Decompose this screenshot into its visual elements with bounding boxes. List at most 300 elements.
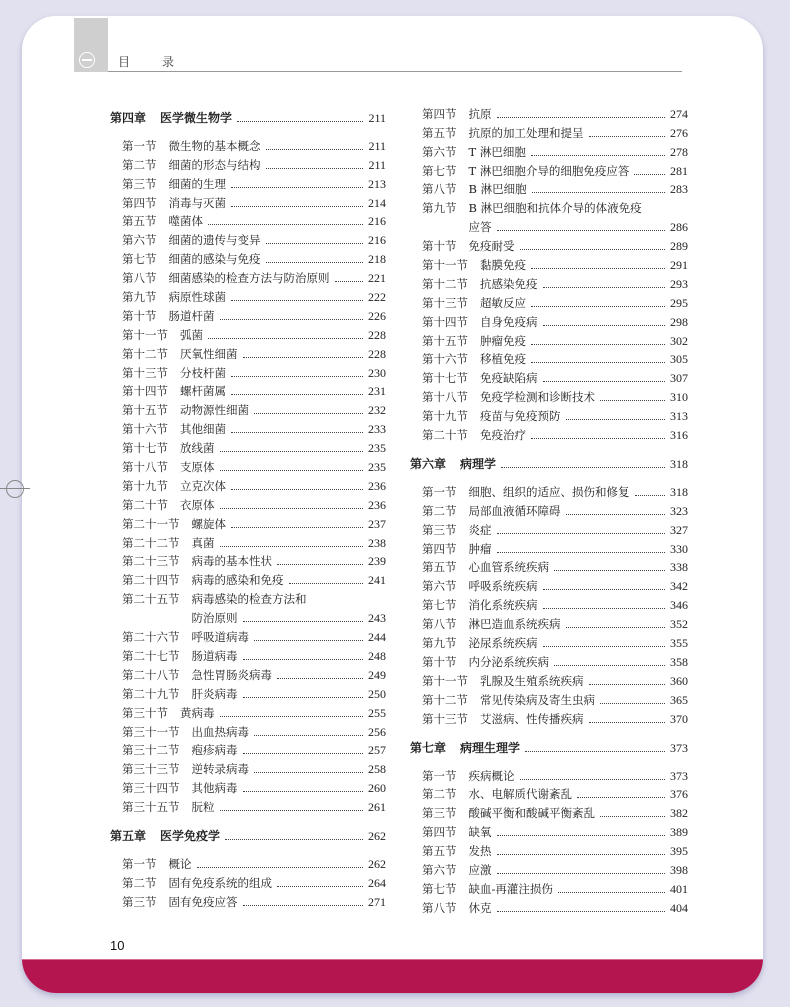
page-ref: 249 xyxy=(368,667,386,682)
toc-section xyxy=(110,248,386,267)
page-ref: 342 xyxy=(670,579,688,594)
toc-chapter xyxy=(110,825,386,844)
section-label: 第五节 xyxy=(422,560,457,575)
section-label: 第二十节 xyxy=(422,428,468,443)
section-label: 第四节 xyxy=(122,195,157,210)
section-label: 第一节 xyxy=(422,768,457,783)
toc-section xyxy=(110,154,386,173)
page-title: 目 录 xyxy=(118,55,185,69)
dot-leader xyxy=(220,451,364,452)
section-title: 肝炎病毒 xyxy=(191,686,238,701)
dot-leader xyxy=(543,287,666,288)
dot-leader xyxy=(243,697,364,698)
section-title: 肿瘤免疫 xyxy=(480,333,526,348)
page-ref: 274 xyxy=(670,106,688,121)
chapter-title: 病理生理学 xyxy=(460,740,521,755)
section-label: 第十四节 xyxy=(122,384,168,399)
page-ref: 283 xyxy=(670,182,688,197)
toc-chapter xyxy=(410,737,688,756)
dot-leader xyxy=(543,646,666,647)
section-label: 第十六节 xyxy=(122,422,168,437)
dot-leader xyxy=(600,400,665,401)
book-page xyxy=(22,16,763,993)
toc-section xyxy=(410,613,688,632)
toc-section xyxy=(110,437,386,456)
section-label: 第二十节 xyxy=(122,497,168,512)
section-label: 第五节 xyxy=(422,125,457,140)
dot-leader xyxy=(634,174,665,175)
page-ref: 230 xyxy=(368,365,386,380)
toc-section xyxy=(410,405,688,424)
dot-leader xyxy=(600,703,665,704)
page-ref: 237 xyxy=(368,516,386,531)
toc-section-continued xyxy=(110,607,386,626)
section-title: 呼吸系统疾病 xyxy=(468,579,538,594)
section-title: 分枝杆菌 xyxy=(180,365,226,380)
section-label: 第十二节 xyxy=(122,346,168,361)
section-title: 固有免疫系统的组成 xyxy=(168,875,272,890)
toc-right-column xyxy=(410,103,688,916)
section-title: 细胞、组织的适应、损伤和修复 xyxy=(468,484,630,499)
page-ref: 370 xyxy=(670,711,688,726)
page-ref: 302 xyxy=(670,333,688,348)
section-label: 第十七节 xyxy=(122,441,168,456)
page-ref: 398 xyxy=(670,862,688,877)
page-ref: 218 xyxy=(368,252,386,267)
toc-section xyxy=(410,141,688,160)
dot-leader xyxy=(497,533,666,534)
dot-leader xyxy=(243,659,364,660)
section-title: 微生物的基本概念 xyxy=(168,138,261,153)
page-ref: 401 xyxy=(670,881,688,896)
dot-leader xyxy=(501,467,665,468)
section-label: 第二十六节 xyxy=(122,630,180,645)
section-label: 第五节 xyxy=(422,844,457,859)
toc-section xyxy=(410,103,688,122)
section-title: 急性胃肠炎病毒 xyxy=(191,667,272,682)
dot-leader xyxy=(497,552,666,553)
section-title: 局部血液循环障碍 xyxy=(468,503,561,518)
section-label: 第三十一节 xyxy=(122,724,180,739)
page-ref: 238 xyxy=(368,535,386,550)
dot-leader xyxy=(266,149,364,150)
section-title: 衣原体 xyxy=(180,497,215,512)
section-title: 其他细菌 xyxy=(180,422,226,437)
section-title: 应激 xyxy=(468,862,492,877)
toc-section xyxy=(110,645,386,664)
toc-section xyxy=(410,160,688,179)
toc-section xyxy=(410,784,688,803)
section-label: 第三十二节 xyxy=(122,743,180,758)
page-ref: 214 xyxy=(368,195,386,210)
dot-leader xyxy=(220,508,364,509)
toc-section xyxy=(410,273,688,292)
toc-section xyxy=(410,632,688,651)
section-label: 第十九节 xyxy=(122,478,168,493)
section-label: 第四节 xyxy=(422,541,457,556)
section-title: 细菌的感染与免疫 xyxy=(168,252,261,267)
toc-section xyxy=(410,122,688,141)
page-number: 10 xyxy=(110,938,125,953)
toc-section xyxy=(410,386,688,405)
toc-left-column xyxy=(110,107,386,910)
section-label: 第十节 xyxy=(422,654,457,669)
section-label: 第二十七节 xyxy=(122,648,180,663)
dot-leader xyxy=(208,224,363,225)
toc-section xyxy=(110,551,386,570)
section-label: 第二十一节 xyxy=(122,516,180,531)
toc-section xyxy=(110,267,386,286)
dot-leader xyxy=(243,621,364,622)
section-title: 病毒的感染和免疫 xyxy=(191,573,284,588)
section-title: 免疫耐受 xyxy=(468,239,515,254)
dot-leader xyxy=(558,892,665,893)
dot-leader xyxy=(497,835,666,836)
dot-leader xyxy=(531,155,665,156)
section-label: 第六节 xyxy=(422,862,457,877)
section-title: 水、电解质代谢紊乱 xyxy=(468,787,572,802)
section-label: 第六节 xyxy=(422,144,457,159)
page-ref: 286 xyxy=(670,220,688,235)
page-ref: 244 xyxy=(368,630,386,645)
section-label: 第十九节 xyxy=(422,409,468,424)
page-ref: 250 xyxy=(368,686,386,701)
section-label: 第二十二节 xyxy=(122,535,180,550)
dot-leader xyxy=(231,206,363,207)
section-title: 其他病毒 xyxy=(191,781,238,796)
page-ref: 310 xyxy=(670,390,688,405)
page-ref: 232 xyxy=(368,403,386,418)
dot-leader xyxy=(208,338,363,339)
dot-leader xyxy=(231,432,363,433)
section-title: 艾滋病、性传播疾病 xyxy=(480,711,584,726)
section-label: 第三十五节 xyxy=(122,800,180,815)
dot-leader xyxy=(277,678,363,679)
section-title: 自身免疫病 xyxy=(480,314,538,329)
section-title: 肿瘤 xyxy=(468,541,492,556)
dot-leader xyxy=(266,168,364,169)
chapter-label: 第四章 xyxy=(110,111,147,125)
section-title: 螺杆菌属 xyxy=(180,384,226,399)
section-title: 消化系统疾病 xyxy=(468,598,538,613)
page-ref: 281 xyxy=(670,163,688,178)
dot-leader xyxy=(532,192,665,193)
page-ref: 241 xyxy=(368,573,386,588)
dot-leader xyxy=(220,716,364,717)
dot-leader xyxy=(635,495,666,496)
toc-section xyxy=(410,179,688,198)
page-ref: 293 xyxy=(670,276,688,291)
page-ref: 278 xyxy=(670,144,688,159)
page-ref: 358 xyxy=(670,654,688,669)
section-label: 第三节 xyxy=(122,176,157,191)
page-ref: 211 xyxy=(368,138,386,153)
section-label: 第八节 xyxy=(122,271,157,286)
section-title: 呼吸道病毒 xyxy=(191,630,249,645)
page-ref: 262 xyxy=(368,829,386,844)
page-ref: 395 xyxy=(670,844,688,859)
section-title: 抗原的加工处理和提呈 xyxy=(468,125,584,140)
dot-leader xyxy=(577,797,665,798)
section-label: 第五节 xyxy=(122,214,157,229)
dot-leader xyxy=(520,249,666,250)
section-title: 放线菌 xyxy=(180,441,215,456)
section-title: 缺氧 xyxy=(468,825,492,840)
page-ref: 291 xyxy=(670,258,688,273)
toc-section xyxy=(110,324,386,343)
section-title: 肠道病毒 xyxy=(191,648,238,663)
dot-leader xyxy=(237,121,363,122)
toc-section xyxy=(110,626,386,645)
section-label: 第一节 xyxy=(122,138,157,153)
section-label: 第九节 xyxy=(422,636,457,651)
page-ref: 365 xyxy=(670,692,688,707)
dot-leader xyxy=(566,514,666,515)
toc-section xyxy=(410,802,688,821)
section-title: 免疫缺陷病 xyxy=(480,371,538,386)
section-label: 第十三节 xyxy=(422,295,468,310)
section-title: 黄病毒 xyxy=(180,705,215,720)
section-label: 第十八节 xyxy=(422,390,468,405)
page-ref: 258 xyxy=(368,762,386,777)
page-ref: 236 xyxy=(368,497,386,512)
page-ref: 257 xyxy=(368,743,386,758)
section-title-continued: 防治原则 xyxy=(191,611,238,626)
toc-section xyxy=(410,481,688,500)
toc-section xyxy=(410,254,688,273)
page-ref: 352 xyxy=(670,617,688,632)
section-title: 抗原 xyxy=(468,106,492,121)
section-title: 细菌的遗传与变异 xyxy=(168,233,261,248)
section-title: 厌氧性细菌 xyxy=(180,346,238,361)
section-label: 第十一节 xyxy=(122,327,168,342)
toc-section xyxy=(110,872,386,891)
chapter-title: 病理学 xyxy=(460,457,497,472)
toc-section-continued xyxy=(410,216,688,235)
section-title: 心血管系统疾病 xyxy=(468,560,549,575)
section-title: 消毒与灭菌 xyxy=(168,195,226,210)
dot-leader xyxy=(531,362,665,363)
publisher-logo-icon xyxy=(79,52,95,68)
section-label: 第三十四节 xyxy=(122,781,180,796)
dot-leader xyxy=(266,243,364,244)
toc-section xyxy=(410,235,688,254)
toc-section xyxy=(110,456,386,475)
page-ref: 222 xyxy=(368,290,386,305)
dot-leader xyxy=(525,751,665,752)
dot-leader xyxy=(220,319,364,320)
page-ref: 236 xyxy=(368,478,386,493)
page-ref: 216 xyxy=(368,214,386,229)
section-title: 移植免疫 xyxy=(480,352,526,367)
section-title: B 淋巴细胞和抗体介导的体液免疫 xyxy=(468,201,642,216)
toc-section xyxy=(410,689,688,708)
header-divider xyxy=(108,71,682,72)
page-ref: 313 xyxy=(670,409,688,424)
section-label: 第七节 xyxy=(422,881,457,896)
toc-section xyxy=(110,192,386,211)
section-title: T 淋巴细胞 xyxy=(468,144,526,159)
section-title: 发热 xyxy=(468,844,492,859)
section-label: 第十节 xyxy=(422,239,457,254)
page-ref: 323 xyxy=(670,503,688,518)
toc-section xyxy=(110,418,386,437)
page-ref: 235 xyxy=(368,460,386,475)
page-ref: 276 xyxy=(670,125,688,140)
toc-section xyxy=(110,588,386,607)
dot-leader xyxy=(497,873,666,874)
dot-leader xyxy=(554,665,665,666)
page-ref: 211 xyxy=(368,157,386,172)
section-title: 朊粒 xyxy=(191,800,215,815)
section-title: 细菌感染的检查方法与防治原则 xyxy=(168,271,330,286)
dot-leader xyxy=(289,583,364,584)
section-title: 逆转录病毒 xyxy=(191,762,249,777)
dot-leader xyxy=(254,735,363,736)
toc-section xyxy=(110,381,386,400)
page-ref: 330 xyxy=(670,541,688,556)
section-title: 立克次体 xyxy=(180,478,226,493)
section-title: 概论 xyxy=(168,856,192,871)
section-title: B 淋巴细胞 xyxy=(468,182,527,197)
section-label: 第七节 xyxy=(422,598,457,613)
dot-leader xyxy=(225,839,363,840)
section-title: 病原性球菌 xyxy=(168,290,226,305)
toc-chapter xyxy=(110,107,386,126)
dot-leader xyxy=(566,419,666,420)
section-label: 第八节 xyxy=(422,182,457,197)
section-title: 缺血-再灌注损伤 xyxy=(468,881,553,896)
toc-section xyxy=(410,349,688,368)
dot-leader xyxy=(254,413,363,414)
section-title: 超敏反应 xyxy=(480,295,526,310)
section-label: 第十三节 xyxy=(422,711,468,726)
toc-section xyxy=(410,878,688,897)
page-ref: 235 xyxy=(368,441,386,456)
page-ref: 316 xyxy=(670,428,688,443)
section-title: 真菌 xyxy=(191,535,215,550)
toc-section xyxy=(110,664,386,683)
section-title: 疾病概论 xyxy=(468,768,515,783)
toc-section xyxy=(410,859,688,878)
toc-section xyxy=(410,821,688,840)
toc-section xyxy=(110,721,386,740)
toc-section xyxy=(410,557,688,576)
toc-section xyxy=(410,897,688,916)
section-label: 第七节 xyxy=(422,163,457,178)
section-title: 病毒感染的检查方法和 xyxy=(191,592,307,607)
section-label: 第十二节 xyxy=(422,692,468,707)
dot-leader xyxy=(589,136,666,137)
page-ref: 226 xyxy=(368,308,386,323)
page-ref: 216 xyxy=(368,233,386,248)
dot-leader xyxy=(335,281,364,282)
section-label: 第四节 xyxy=(422,825,457,840)
toc-section xyxy=(110,475,386,494)
section-title: 螺旋体 xyxy=(191,516,226,531)
footer-band xyxy=(22,959,763,993)
dot-leader xyxy=(497,230,666,231)
dot-leader xyxy=(277,886,363,887)
header-tab xyxy=(74,18,108,72)
page-ref: 289 xyxy=(670,239,688,254)
dot-leader xyxy=(543,589,666,590)
toc-section xyxy=(110,173,386,192)
dot-leader xyxy=(220,546,364,547)
section-label: 第十节 xyxy=(122,308,157,323)
dot-leader xyxy=(497,911,666,912)
section-label: 第十一节 xyxy=(422,673,468,688)
toc-section xyxy=(410,670,688,689)
section-label: 第十三节 xyxy=(122,365,168,380)
section-title: 出血热病毒 xyxy=(191,724,249,739)
dot-leader xyxy=(531,438,665,439)
section-label: 第四节 xyxy=(422,106,457,121)
page-ref: 305 xyxy=(670,352,688,367)
section-label: 第三节 xyxy=(422,806,457,821)
section-title: 噬菌体 xyxy=(168,214,203,229)
dot-leader xyxy=(589,684,666,685)
dot-leader xyxy=(231,489,363,490)
toc-section xyxy=(110,513,386,532)
section-title: 休克 xyxy=(468,900,492,915)
dot-leader xyxy=(589,722,666,723)
section-title: 疫苗与免疫预防 xyxy=(480,409,561,424)
chapter-title: 医学微生物学 xyxy=(160,111,233,125)
page-ref: 231 xyxy=(368,384,386,399)
toc-section xyxy=(110,399,386,418)
page-ref: 261 xyxy=(368,800,386,815)
toc-section xyxy=(410,538,688,557)
dot-leader xyxy=(243,753,364,754)
chapter-label: 第六章 xyxy=(410,457,447,472)
page-ref: 213 xyxy=(368,176,386,191)
toc-section xyxy=(110,853,386,872)
dot-leader xyxy=(243,905,364,906)
page-ref: 338 xyxy=(670,560,688,575)
page-ref: 360 xyxy=(670,673,688,688)
dot-leader xyxy=(543,381,666,382)
section-title: 支原体 xyxy=(180,460,215,475)
dot-leader xyxy=(497,117,666,118)
dot-leader xyxy=(231,527,363,528)
section-title: 肠道杆菌 xyxy=(168,308,215,323)
toc-section xyxy=(410,424,688,443)
dot-leader xyxy=(520,779,666,780)
toc-section xyxy=(110,796,386,815)
page-ref: 382 xyxy=(670,806,688,821)
dot-leader xyxy=(254,772,363,773)
section-label: 第十五节 xyxy=(122,403,168,418)
section-label: 第二节 xyxy=(122,157,157,172)
section-label: 第一节 xyxy=(422,484,457,499)
section-title: 泌尿系统疾病 xyxy=(468,636,538,651)
page-ref: 228 xyxy=(368,327,386,342)
dot-leader xyxy=(531,344,665,345)
section-label: 第十七节 xyxy=(422,371,468,386)
toc-section xyxy=(110,362,386,381)
section-title: 弧菌 xyxy=(180,327,203,342)
toc-section xyxy=(410,500,688,519)
toc-section xyxy=(410,292,688,311)
page-ref: 298 xyxy=(670,314,688,329)
toc-section xyxy=(110,532,386,551)
toc-section xyxy=(110,305,386,324)
toc-section xyxy=(410,330,688,349)
dot-leader xyxy=(243,791,364,792)
toc-section xyxy=(410,197,688,216)
toc-section xyxy=(410,594,688,613)
